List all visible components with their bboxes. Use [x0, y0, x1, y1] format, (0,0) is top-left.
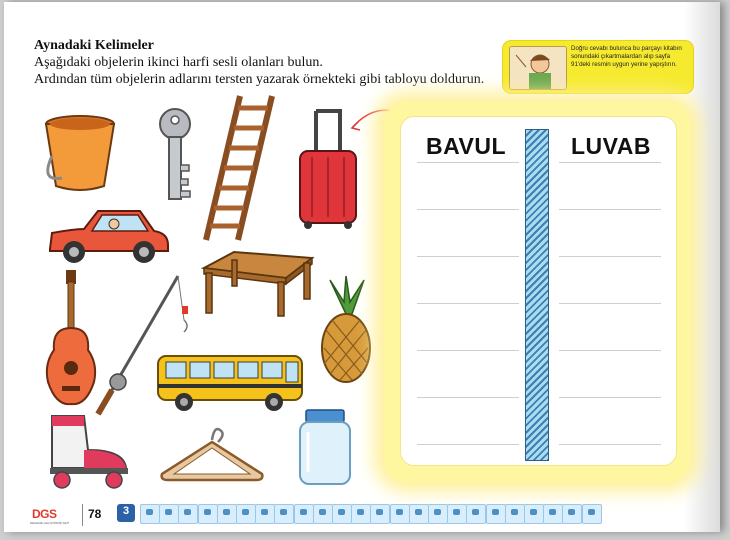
footer-separator	[82, 504, 83, 526]
section-tab-icon	[370, 504, 390, 524]
section-tab-icon	[562, 504, 582, 524]
answer-line-right	[559, 350, 661, 351]
instruction-line-1: Aşağıdaki objelerin ikinci harfi sesli olanları bulun.	[34, 55, 323, 70]
section-tab-icon	[409, 504, 429, 524]
publisher-logo-subtitle: DENEME GELİŞTİRME SETİ	[30, 521, 70, 525]
workbook-page	[4, 2, 720, 532]
page-footer	[4, 498, 720, 532]
grade-badge: 3	[117, 504, 135, 522]
section-tab-icon	[274, 504, 294, 524]
section-tab-icon	[159, 504, 179, 524]
exercise-title: Aynadaki Kelimeler	[34, 38, 154, 53]
answer-line-left	[417, 444, 519, 445]
mirror-divider	[525, 129, 549, 461]
key-icon	[154, 107, 196, 202]
answer-line-right	[559, 256, 661, 257]
answer-line-left	[417, 162, 519, 163]
section-tab-icon	[582, 504, 602, 524]
section-tab-icon	[140, 504, 160, 524]
sticker-note-text: Doğru cevabı bulunca bu parçayı kitabın sonundaki çıkartmalardan alıp sayfa 91'deki resmin uygun yerine yapıştırın.	[571, 45, 682, 68]
page-number: 78	[88, 507, 102, 521]
section-tab-icon	[178, 504, 198, 524]
answer-line-left	[417, 350, 519, 351]
publisher-logo: DGS	[32, 507, 57, 521]
car-icon	[44, 205, 174, 267]
answer-line-right	[559, 209, 661, 210]
section-tab-icon	[505, 504, 525, 524]
section-tab-icon	[486, 504, 506, 524]
section-tab-icon	[236, 504, 256, 524]
answer-line-left	[417, 303, 519, 304]
ladder-icon	[200, 92, 280, 244]
section-tab-icon	[332, 504, 352, 524]
section-tab-icon	[428, 504, 448, 524]
left-column-header: BAVUL	[425, 133, 506, 159]
right-column-header: LUVAB	[570, 133, 651, 159]
answer-line-right	[559, 303, 661, 304]
section-tab-icon	[351, 504, 371, 524]
section-tab-icon	[466, 504, 486, 524]
section-tab-icon	[313, 504, 333, 524]
answer-line-left	[417, 256, 519, 257]
section-tab-icon	[198, 504, 218, 524]
instruction-line-2: Ardından tüm objelerin adlarını tersten yazarak örnekteki gibi tabloyu doldurun.	[34, 72, 485, 87]
section-tab-icon	[217, 504, 237, 524]
answer-table	[400, 116, 677, 466]
hanger-icon	[156, 422, 268, 484]
section-tab-icon	[390, 504, 410, 524]
roller-skate-icon	[44, 410, 132, 490]
section-tab-icon	[543, 504, 563, 524]
answer-line-right	[559, 444, 661, 445]
bucket-icon	[42, 112, 122, 194]
pineapple-icon	[316, 274, 376, 386]
section-tab-icon	[447, 504, 467, 524]
jar-icon	[294, 408, 356, 488]
bus-icon	[154, 352, 306, 414]
table-icon	[200, 248, 316, 318]
section-tab-icon	[255, 504, 275, 524]
answer-line-left	[417, 397, 519, 398]
answer-line-left	[417, 209, 519, 210]
section-tab-icon	[294, 504, 314, 524]
answer-line-right	[559, 397, 661, 398]
answer-line-right	[559, 162, 661, 163]
section-tab-icon	[524, 504, 544, 524]
